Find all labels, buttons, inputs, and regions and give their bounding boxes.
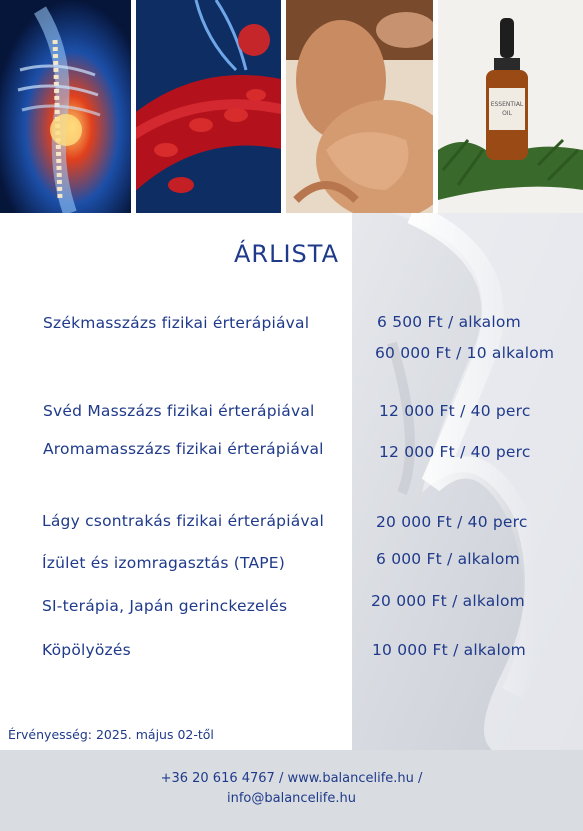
service-name: Lágy csontrakás fizikai érterápiával xyxy=(42,512,324,530)
service-price: 12 000 Ft / 40 perc xyxy=(379,443,531,461)
oil-label-line2: OIL xyxy=(502,110,512,117)
service-price: 10 000 Ft / alkalom xyxy=(372,641,526,659)
service-name: SI-terápia, Japán gerinckezelés xyxy=(42,597,288,615)
service-price: 12 000 Ft / 40 perc xyxy=(379,402,531,420)
footer xyxy=(0,750,583,831)
service-price: 6 500 Ft / alkalom xyxy=(377,313,521,331)
blood-vessel-photo xyxy=(136,0,281,213)
photo-strip xyxy=(0,0,583,213)
silk-background xyxy=(352,213,583,750)
validity-note: Érvényesség: 2025. május 02-től xyxy=(8,727,214,742)
service-name: Svéd Masszázs fizikai érterápiával xyxy=(43,402,315,420)
service-price: 20 000 Ft / 40 perc xyxy=(376,513,528,531)
massage-photo xyxy=(286,0,433,213)
service-name: Aromamasszázs fizikai érterápiával xyxy=(43,440,324,458)
spine-pain-photo xyxy=(0,0,131,213)
oil-label-line1: ESSENTIAL xyxy=(490,101,524,108)
page-title-text: ÁRLISTA xyxy=(234,240,339,268)
service-name: Ízület és izomragasztás (TAPE) xyxy=(42,554,286,572)
service-price: 6 000 Ft / alkalom xyxy=(376,550,520,568)
service-price: 60 000 Ft / 10 alkalom xyxy=(375,344,555,362)
essential-oil-photo xyxy=(438,0,583,213)
service-name: Székmasszázs fizikai érterápiával xyxy=(43,314,310,332)
footer-contact-line: +36 20 616 4767 / www.balancelife.hu / xyxy=(160,771,423,786)
service-price: 20 000 Ft / alkalom xyxy=(371,592,525,610)
service-name: Köpölyözés xyxy=(42,641,131,659)
footer-email: info@balancelife.hu xyxy=(227,791,356,806)
